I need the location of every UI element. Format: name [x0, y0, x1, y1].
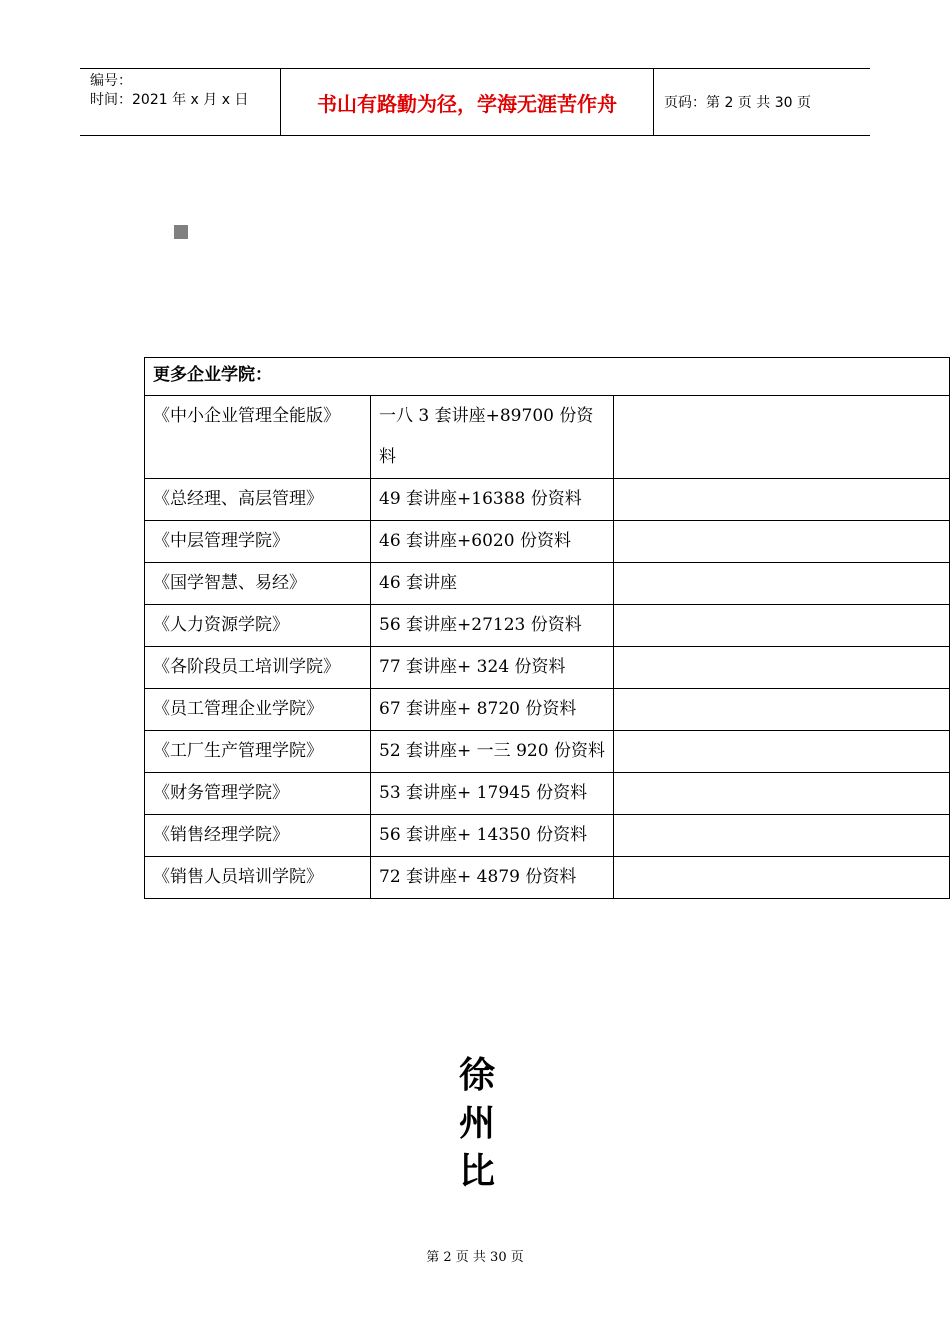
course-desc-cell-text: 67 套讲座+ 8720 份资料 [379, 699, 577, 719]
course-name-cell-text: 《销售经理学院》 [153, 825, 289, 845]
course-name-cell-text: 《国学智慧、易经》 [153, 573, 306, 593]
course-extra-cell [614, 857, 950, 899]
course-extra-cell [614, 815, 950, 857]
table-row [145, 396, 950, 479]
header-motto: 书山有路勤为径，学海无涯苦作舟 [281, 69, 654, 135]
course-name-cell [145, 815, 371, 857]
course-name-cell-text: 《总经理、高层管理》 [153, 489, 323, 509]
table-row [145, 689, 950, 731]
course-extra-cell [614, 521, 950, 563]
course-name-cell [145, 647, 371, 689]
course-name-cell [145, 396, 371, 479]
course-desc-cell [371, 563, 614, 605]
table-row [145, 647, 950, 689]
page-footer: 第 2 页 共 30 页 [426, 1250, 524, 1265]
table-row [145, 773, 950, 815]
page-header [80, 68, 870, 136]
course-name-cell [145, 521, 371, 563]
table-row [145, 605, 950, 647]
table-title: 更多企业学院： [145, 358, 950, 396]
course-extra-cell [614, 773, 950, 815]
table-row [145, 731, 950, 773]
header-meta [80, 69, 281, 135]
table-row [145, 479, 950, 521]
course-desc-cell [371, 521, 614, 563]
course-desc-cell-text: 56 套讲座+ 14350 份资料 [379, 825, 588, 845]
table-row [145, 857, 950, 899]
course-name-cell-text: 《销售人员培训学院》 [153, 867, 323, 887]
course-desc-cell-text: 52 套讲座+ 一三 920 份资料 [379, 741, 605, 761]
course-name-cell [145, 479, 371, 521]
course-desc-cell [371, 479, 614, 521]
course-desc-cell-text: 56 套讲座+27123 份资料 [379, 615, 582, 635]
course-extra-cell [614, 647, 950, 689]
course-desc-cell-text: 46 套讲座+6020 份资料 [379, 531, 571, 551]
course-desc-cell [371, 815, 614, 857]
table-row [145, 521, 950, 563]
course-desc-cell-text: 一八 3 套讲座+89700 份资料 [379, 406, 594, 467]
course-extra-cell [614, 605, 950, 647]
course-desc-cell [371, 647, 614, 689]
document-time-label: 时间：2021 年 x 月 x 日 [90, 92, 249, 108]
course-desc-cell-text: 49 套讲座+16388 份资料 [379, 489, 582, 509]
vertical-title-char: 徐 [458, 1055, 495, 1096]
course-desc-cell [371, 605, 614, 647]
course-desc-cell-text: 77 套讲座+ 324 份资料 [379, 657, 566, 677]
course-name-cell-text: 《员工管理企业学院》 [153, 699, 323, 719]
course-name-cell [145, 857, 371, 899]
course-name-cell [145, 773, 371, 815]
course-name-cell-text: 《财务管理学院》 [153, 783, 289, 803]
course-name-cell-text: 《各阶段员工培训学院》 [153, 657, 340, 677]
course-name-cell-text: 《人力资源学院》 [153, 615, 289, 635]
course-extra-cell [614, 479, 950, 521]
header-page-info: 页码：第 2 页 共 30 页 [664, 95, 811, 111]
course-table [144, 357, 950, 899]
course-desc-cell [371, 689, 614, 731]
course-extra-cell [614, 396, 950, 479]
vertical-title-char: 比 [458, 1151, 495, 1192]
course-extra-cell [614, 731, 950, 773]
course-name-cell [145, 563, 371, 605]
course-name-cell-text: 《中层管理学院》 [153, 531, 289, 551]
course-name-cell-text: 《工厂生产管理学院》 [153, 741, 323, 761]
course-extra-cell [614, 563, 950, 605]
table-row [145, 563, 950, 605]
document-number-label: 编号： [90, 73, 132, 89]
vertical-title-char: 州 [458, 1103, 495, 1144]
vertical-title [455, 1052, 499, 1196]
table-row [145, 815, 950, 857]
square-bullet-icon [174, 225, 188, 239]
course-desc-cell-text: 72 套讲座+ 4879 份资料 [379, 867, 577, 887]
course-desc-cell-text: 46 套讲座 [379, 573, 458, 593]
course-extra-cell [614, 689, 950, 731]
course-desc-cell [371, 857, 614, 899]
course-desc-cell [371, 731, 614, 773]
course-name-cell [145, 605, 371, 647]
course-desc-cell-text: 53 套讲座+ 17945 份资料 [379, 783, 588, 803]
course-name-cell [145, 731, 371, 773]
course-name-cell-text: 《中小企业管理全能版》 [153, 406, 340, 426]
course-name-cell [145, 689, 371, 731]
course-desc-cell [371, 396, 614, 479]
course-desc-cell [371, 773, 614, 815]
